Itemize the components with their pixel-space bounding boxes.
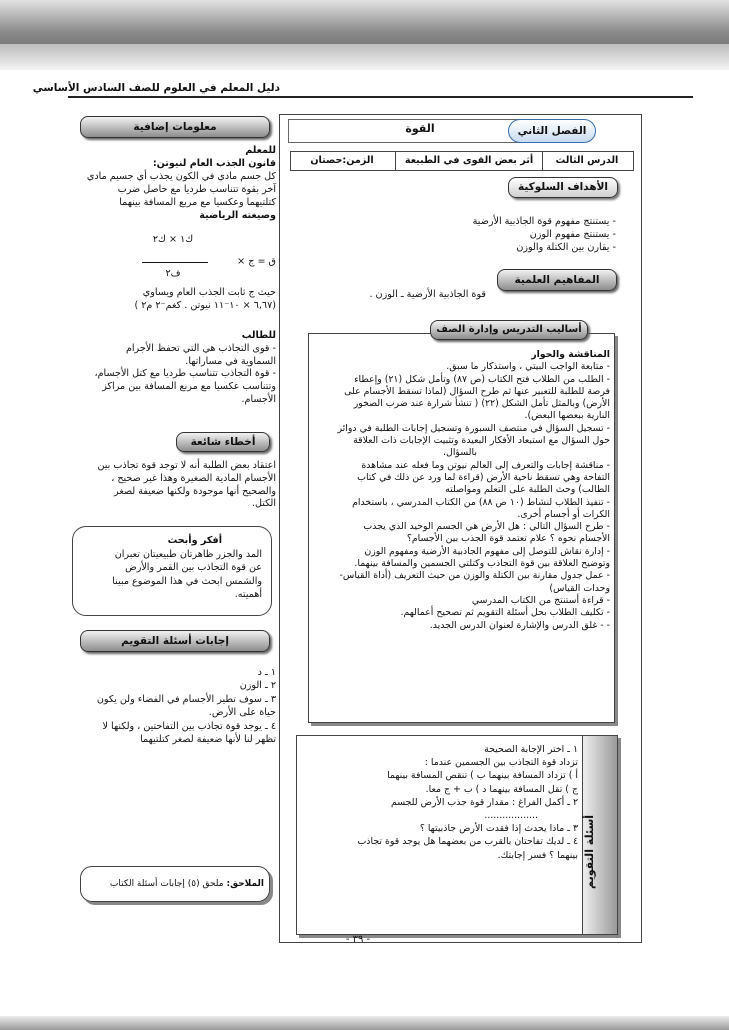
mistakes-line: الكتل. — [251, 498, 276, 510]
lesson-column — [279, 114, 642, 943]
assessment-line: ج ) تقل المسافة بينهما د ) ب + ج معا. — [425, 783, 578, 795]
formula-numerator: ك١ × ك٢ — [152, 234, 194, 245]
page-number: - ٣٩ - — [345, 934, 371, 945]
answer-line: ١ ـ د — [257, 667, 276, 678]
assessment-line: أ ) تزداد المسافة بينهما ب ) تنقص المسافة بينهما — [387, 770, 578, 782]
mistakes-body — [68, 460, 276, 511]
lesson-time: الزمن:حصتان — [310, 155, 374, 166]
methods-line: - إدارة نقاش للتوصل إلى مفهوم الجاذبية الأرضية ومفهوم الوزن — [364, 545, 610, 557]
student-line: وتتناسب عكسيا مع مربع المسافة بين مراكز — [102, 381, 276, 393]
header-rule — [68, 96, 693, 98]
chapter-label: الفصل الثاني — [517, 125, 587, 137]
assessment-line: .................. — [484, 810, 538, 822]
methods-line: النارية ببعضها البعض). — [524, 410, 610, 422]
methods-line: - تكليف الطلاب بحل أسئلة التقويم ثم تصحيح أعمالهم. — [400, 607, 610, 619]
lesson-label: الدرس الثالث — [555, 155, 619, 166]
lesson-title: أثر بعض القوى في الطبيعة — [404, 155, 534, 166]
concepts-header — [497, 269, 617, 291]
methods-line: فرصة للطلبة للتعبير عنها ثم طرح السؤال (لماذا تسقط الأجسام على — [344, 385, 610, 397]
student-line: السماوية في مساراتها. — [185, 355, 276, 367]
methods-subtitle: المناقشة والحوار — [531, 349, 610, 360]
methods-line: - متابعة الواجب البيتي ، واستذكار ما سبق. — [446, 361, 610, 373]
think-line: عن قوة التجاذب بين القمر والأرض — [125, 562, 262, 573]
constant-line: (٦,٦٧ × ١٠⁻١١ نيوتن . كغم⁻٢ م٢ ) — [134, 300, 276, 311]
running-header: دليل المعلم في العلوم للصف السادس الأساسي — [32, 82, 280, 94]
formula-title: وصيغته الرياضية — [199, 210, 276, 221]
constant-line: حيث ج ثابت الجذب العام ويساوي — [142, 287, 276, 298]
methods-line: بالسؤال. — [443, 447, 477, 459]
extra-info-header — [80, 116, 270, 138]
think-line: المد والجزر ظاهرتان طبيعيتان تعبران — [114, 548, 262, 560]
formula-denominator: ف٢ — [165, 268, 181, 279]
think-line: أهميته. — [234, 589, 262, 600]
lesson-cell-divider-1 — [542, 151, 543, 171]
formula-fraction-bar — [142, 262, 208, 263]
think-title: أفكر وأبحث — [167, 535, 222, 546]
law-line: كتلتيهما وعكسيا مع مربع المسافة بينهما — [119, 197, 276, 208]
formula-lhs: ق = ج × — [237, 256, 276, 267]
assessment-line: ٢ ـ أكمل الفراغ : مقدار قوة جذب الأرض للجسم — [391, 796, 578, 808]
objective-item: - يستنتج مفهوم قوة الجاذبية الأرضية — [472, 216, 616, 227]
think-line: والشمس ابحث في هذا الموضوع مبينا — [112, 575, 262, 587]
methods-line: - قراءة أستنتج من الكتاب المدرسي — [471, 594, 610, 606]
methods-line: - طرح السؤال التالي : هل الأرض هي الجسم الوحيد الذي يجذب — [363, 521, 610, 533]
law-line: كل جسم مادي في الكون يجذب أي جسيم مادي — [86, 171, 276, 182]
lesson-cell-divider-2 — [395, 151, 396, 171]
extra-info-title: معلومات إضافية — [133, 121, 217, 133]
methods-line: - - غلق الدرس والإشارة لعنوان الدرس الجديد. — [429, 619, 610, 631]
teacher-label: للمعلم — [245, 145, 276, 156]
answer-line: تظهر لنا لأنها ضعيفة لصغر كتلتيهما — [140, 734, 276, 746]
mistakes-title: أخطاء شائعة — [190, 436, 256, 448]
concepts-text: قوة الجاذبية الأرضية ـ الوزن . — [369, 289, 486, 300]
student-line: - قوة التجاذب تتناسب طرديا مع كتل الأجسام، — [94, 368, 276, 380]
mistakes-line: الأجسام المادية الصغيرة وهذا غير صحيح ، — [111, 472, 276, 484]
answer-line: ٢ ـ الوزن — [239, 680, 276, 692]
methods-line: الكرات أو أجسام أخرى. — [517, 508, 610, 520]
top-decorative-band — [0, 0, 729, 44]
top-gradient-band — [0, 44, 729, 70]
methods-line: وتوضيح العلاقة بين قوة التجاذب وكتلتي الجسمين والمسافة بينهما. — [354, 558, 610, 570]
assessment-line: ٤ ـ لديك تفاحتان بالقرب من بعضهما هل يوجد قوة تجاذب — [357, 836, 578, 848]
gravitational-constant — [68, 286, 276, 312]
methods-line: وحدات القياس) — [549, 582, 610, 594]
assessment-body — [302, 743, 578, 862]
methods-line: - الطلب من الطلاب فتح الكتاب (ص ٨٧) وتأمل شكل (٢١) وإعطاء — [354, 373, 610, 385]
methods-title: أساليب التدريس وإدارة الصف — [436, 324, 582, 335]
methods-line: حول السؤال مع استبعاد الأفكار البعيدة وتثبيت الإجابات ذات العلاقة — [353, 435, 610, 447]
unit-title: القوة — [405, 122, 435, 135]
methods-line: - تسجيل السؤال في منتصف السبورة وتسجيل إجابات الطلبة في دوائر — [337, 422, 610, 434]
answer-line: ٤ ـ يوجد قوة تجاذب بين التفاحتين ، ولكنها لا — [102, 720, 276, 732]
assessment-line: تزداد قوة التجاذب بين الجسمين عندما : — [424, 757, 578, 769]
assessment-line: ١ ـ اختر الإجابة الصحيحة — [484, 744, 578, 755]
assessment-line: ٣ ـ ماذا يحدث إذا فقدت الأرض جاذبيتها ؟ — [419, 823, 578, 835]
mistakes-line: اعتقاد بعض الطلبة أنه لا توجد قوة تجاذب بين — [97, 460, 276, 471]
bottom-decorative-band — [0, 1016, 729, 1030]
answers-title: إجابات أسئلة التقويم — [121, 635, 229, 647]
methods-header — [430, 320, 588, 340]
objectives-title: الأهداف السلوكية — [517, 181, 609, 193]
concepts-title: المفاهيم العلمية — [514, 274, 600, 286]
law-title: قانون الجذب العام لنيوتن: — [152, 158, 276, 169]
sidebar-column — [68, 114, 278, 914]
chapter-badge — [508, 119, 596, 143]
student-notes — [68, 330, 276, 407]
student-label: للطالب — [241, 330, 276, 341]
mistakes-header — [176, 432, 270, 452]
objective-item: - يقارن بين الكتلة والوزن — [516, 242, 616, 253]
answer-line: ٣ ـ سوف تطير الأجسام في الفضاء ولن يكون — [96, 693, 276, 705]
objective-item: - يستنتج مفهوم الوزن — [529, 229, 616, 240]
objectives-list — [290, 215, 616, 254]
answer-line: حياة على الأرض. — [208, 707, 276, 719]
objectives-header — [508, 177, 618, 198]
answers-header — [80, 630, 270, 652]
methods-line: الطالب) وحث الطلبة على التعلم ومواصلته — [445, 484, 610, 496]
notes-line — [86, 878, 264, 891]
methods-line: - عمل جدول مقارنة بين الكتلة والوزن من حيث التعريف (أداة القياس- — [339, 570, 610, 582]
methods-line: - تنفيذ الطلاب لنشاط (١٠ ص ٨٨) من الكتاب المدرسي ، باستخدام — [352, 496, 610, 508]
methods-line: التفاحة وهي تسقط ناحية الأرض (قراءة لما ورد عن ذلك في كتاب — [357, 471, 610, 483]
methods-line: - مناقشة إجابات والتعرف إلى العالم نيوتن وما فعله عند مشاهدة — [361, 459, 610, 471]
think-body — [82, 534, 262, 602]
methods-body — [310, 349, 610, 632]
mistakes-line: والصحيح أنها موجودة ولكنها ضعيفة لصغر — [114, 485, 276, 497]
notes-text: ملحق (٥) إجابات أسئلة الكتاب — [109, 879, 224, 889]
notes-label: الملاحق: — [226, 879, 264, 889]
answers-body — [68, 666, 276, 746]
teacher-notes — [68, 144, 276, 222]
student-line: الأجسام. — [241, 393, 276, 405]
student-line: - قوى التجاذب هي التي تحفظ الأجرام — [125, 342, 276, 354]
law-line: آخر بقوة تتناسب طرديا مع حاصل ضرب — [117, 184, 276, 195]
methods-line: الأجسام نحوه ؟ علام تعتمد قوة الجذب بين الأجسام؟ — [406, 533, 610, 545]
assessment-side-label: أسئلة التقويم — [583, 815, 596, 890]
assessment-line: بينهما ؟ فسر إجابتك. — [497, 849, 578, 861]
methods-line: الأرض) وبالمثل تأمل الشكل (٢٢) ( تنشأ شرارة عند ضرب الصخور — [353, 398, 610, 410]
